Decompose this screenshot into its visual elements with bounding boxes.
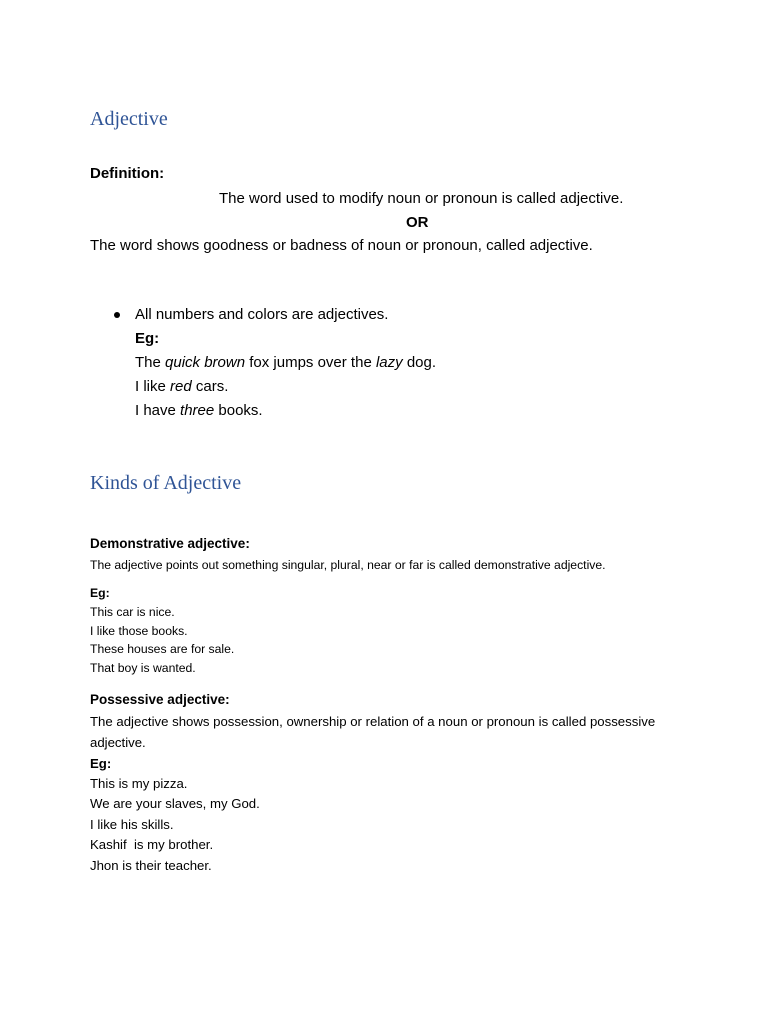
definition-or: OR: [406, 214, 429, 231]
definition-label: Definition:: [90, 165, 165, 182]
definition-line-2: The word shows goodness or badness of noun or pronoun, called adjective.: [90, 237, 593, 254]
possessive-example-2: We are your slaves, my God.: [90, 796, 260, 811]
bullet-icon: [114, 312, 120, 318]
definition-line-1: The word used to modify noun or pronoun is called adjective.: [219, 190, 624, 207]
possessive-title: Possessive adjective:: [90, 692, 230, 707]
bullet-example-3: [135, 402, 263, 419]
possessive-definition-line-1: The adjective shows possession, ownership or relation of a noun or pronoun is called possessive: [90, 714, 656, 729]
example-text: I like: [135, 378, 171, 395]
possessive-example-5: Jhon is their teacher.: [90, 858, 212, 873]
example-text: dog.: [402, 354, 437, 371]
possessive-definition-line-2: adjective.: [90, 735, 146, 750]
demonstrative-example-4: That boy is wanted.: [90, 661, 196, 675]
possessive-example-3: I like his skills.: [90, 817, 174, 832]
bullet-example-2: [135, 378, 228, 395]
example-text: cars.: [191, 378, 229, 395]
example-text: The: [135, 354, 166, 371]
possessive-eg-label: Eg:: [90, 756, 112, 771]
example-adjective: three: [180, 402, 215, 419]
example-adjective: quick brown: [165, 354, 246, 371]
bullet-eg-label: Eg:: [135, 330, 160, 347]
demonstrative-example-1: This car is nice.: [90, 605, 175, 619]
bullet-text: All numbers and colors are adjectives.: [135, 306, 389, 323]
example-text: books.: [214, 402, 263, 419]
possessive-example-1: This is my pizza.: [90, 776, 188, 791]
demonstrative-eg-label: Eg:: [90, 586, 110, 600]
demonstrative-definition: The adjective points out something singular, plural, near or far is called demonstrative adjective.: [90, 558, 606, 572]
bullet-example-1: [135, 354, 436, 371]
demonstrative-title: Demonstrative adjective:: [90, 536, 250, 551]
demonstrative-example-3: These houses are for sale.: [90, 642, 235, 656]
example-text: fox jumps over the: [245, 354, 376, 371]
example-text: I have: [135, 402, 181, 419]
example-adjective: red: [170, 378, 192, 395]
possessive-example-4: Kashif is my brother.: [90, 837, 214, 852]
page-title: Adjective: [90, 108, 168, 130]
demonstrative-example-2: I like those books.: [90, 624, 188, 638]
kinds-heading: Kinds of Adjective: [90, 472, 242, 494]
example-adjective: lazy: [375, 354, 403, 371]
